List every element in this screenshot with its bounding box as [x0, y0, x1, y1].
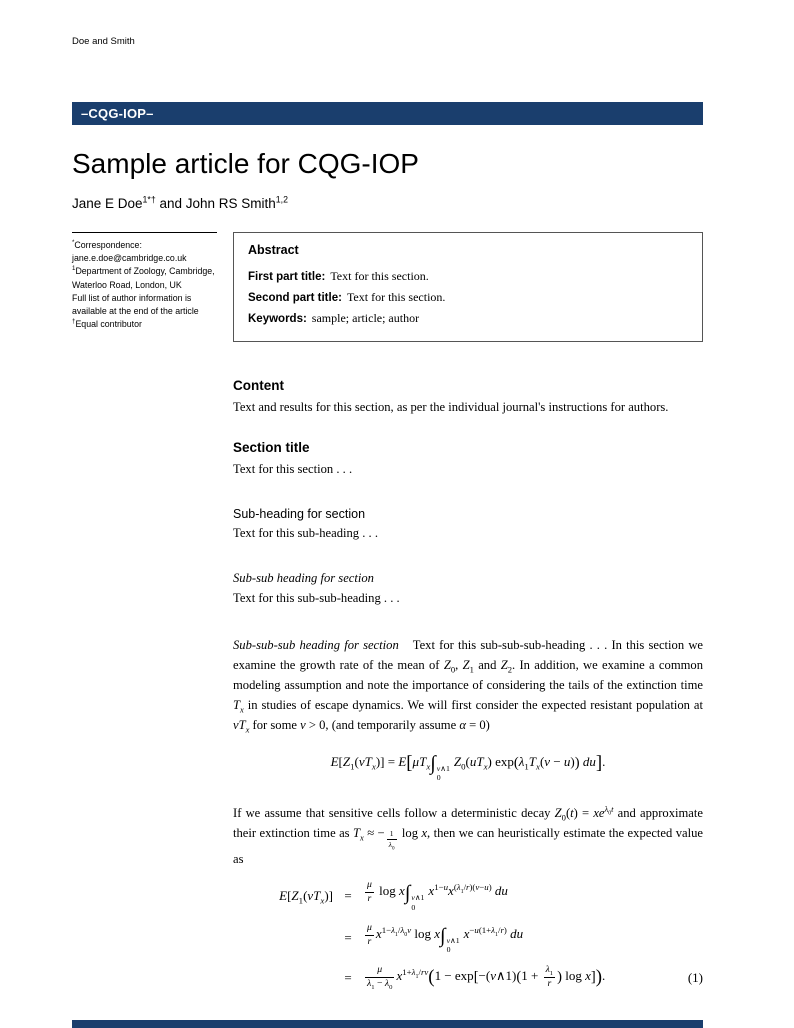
- abstract-heading: Abstract: [248, 243, 299, 257]
- content-heading: Content: [233, 378, 284, 394]
- content-paragraph: Text and results for this section, as per the individual journal's instructions for authors.: [233, 400, 669, 415]
- equation-rhs: $\frac{\mu}{\lambda_1 - \lambda_0}$ $x^{1+\lambda_1/rv}(1$ − exp[−(v∧1)(1 + $\frac{\lambda_1}{r}$ ) log x]).: [367, 964, 606, 992]
- subsubsub-paragraph: [233, 636, 703, 735]
- abstract-part: [248, 287, 688, 308]
- equation-relation: =: [344, 887, 352, 903]
- footer-bar: [72, 1020, 703, 1028]
- equation-row: [233, 964, 703, 990]
- journal-banner-label: –CQG-IOP–: [81, 106, 154, 121]
- equation-row: [233, 879, 703, 912]
- decay-paragraph: If we assume that sensitive cells follow a deterministic decay $Z_0(t) = xe^{\lambda_0t}$ and approximate their extinction time as $T_x$ ≈ − $\frac{1}{\lambda_0}$ log x, then we can heuristically estimate the expected value as: [233, 803, 704, 866]
- equation-rhs: $\frac{\mu}{r}$ log x∫ v∧1 0 $x^{1-u}x^{(\lambda_1/r)(v-u)}$ du: [367, 879, 508, 912]
- abstract-part-text: Text for this section.: [330, 269, 429, 283]
- section-paragraph: Text for this section . . .: [233, 462, 353, 477]
- correspondence-note: *Correspondence: jane.e.doe@cambridge.co.uk $^1$Department of Zoology, Cambridge, Waterloo Road, London, UK Full list of author information is available at the end of the article †Equal contributor: [72, 232, 217, 331]
- section-heading: Section title: [233, 440, 310, 456]
- abstract-keywords-label: Keywords:: [248, 313, 307, 326]
- subsub-heading: Sub-sub heading for section: [233, 571, 374, 586]
- article-title: Sample article for CQG-IOP: [72, 148, 419, 179]
- journal-banner: [72, 102, 703, 125]
- equation-block: [233, 879, 703, 990]
- abstract-keywords: [248, 308, 688, 329]
- abstract-part-label: First part title:: [248, 271, 326, 283]
- equation-row: [233, 922, 703, 955]
- equation-relation: =: [344, 969, 352, 985]
- abstract-part: [248, 266, 688, 287]
- subsubsub-heading: Sub-sub-sub heading for section: [233, 637, 399, 652]
- abstract-part-label: Second part title:: [248, 292, 342, 305]
- main-column: [233, 378, 703, 990]
- abstract-keywords-text: sample; article; author: [311, 311, 420, 326]
- equation-lhs: $E[Z_1(vT_x)]$: [279, 887, 333, 906]
- authors-line: Jane E Doe$^{1*\dagger}$ and John RS Smith$^{1,2}$: [72, 194, 288, 211]
- equation-relation: =: [344, 930, 352, 946]
- subsubsub-paragraph-text: Text for this sub-sub-sub-heading . . . In this section we examine the growth rate of the mean of $Z_0$, $Z_1$ and $Z_2$. In addition, we examine a common modeling assumption and note the importance of considering the tails of the extinction time $T_x$ in studies of escape dynamics. We will first consider the expected resistant population at $vT_x$ for some v > 0, (and temporarily assume α = 0): [233, 637, 704, 735]
- abstract-part-text: Text for this section.: [346, 290, 446, 305]
- equation-rhs: $\frac{\mu}{r}$ $x^{1-\lambda_1/\lambda_0v}$ log x∫ v∧1 0 $x^{-u(1+\lambda_1/r)}$ du: [367, 921, 524, 955]
- equation-number: (1): [687, 969, 703, 985]
- abstract-box: [233, 232, 703, 342]
- running-head: Doe and Smith: [72, 36, 135, 47]
- sub-heading: Sub-heading for section: [233, 507, 366, 522]
- display-equation: $E[Z_1(vT_x)] = E[\mu T_x\int$ v∧1 0 $Z_0(uT_x) \exp(\lambda_1T_x(v - u))$ du].: [330, 752, 606, 783]
- sub-paragraph: Text for this sub-heading . . .: [233, 526, 378, 541]
- front-matter-columns: [72, 232, 703, 342]
- subsub-paragraph: Text for this sub-sub-heading . . .: [233, 591, 400, 606]
